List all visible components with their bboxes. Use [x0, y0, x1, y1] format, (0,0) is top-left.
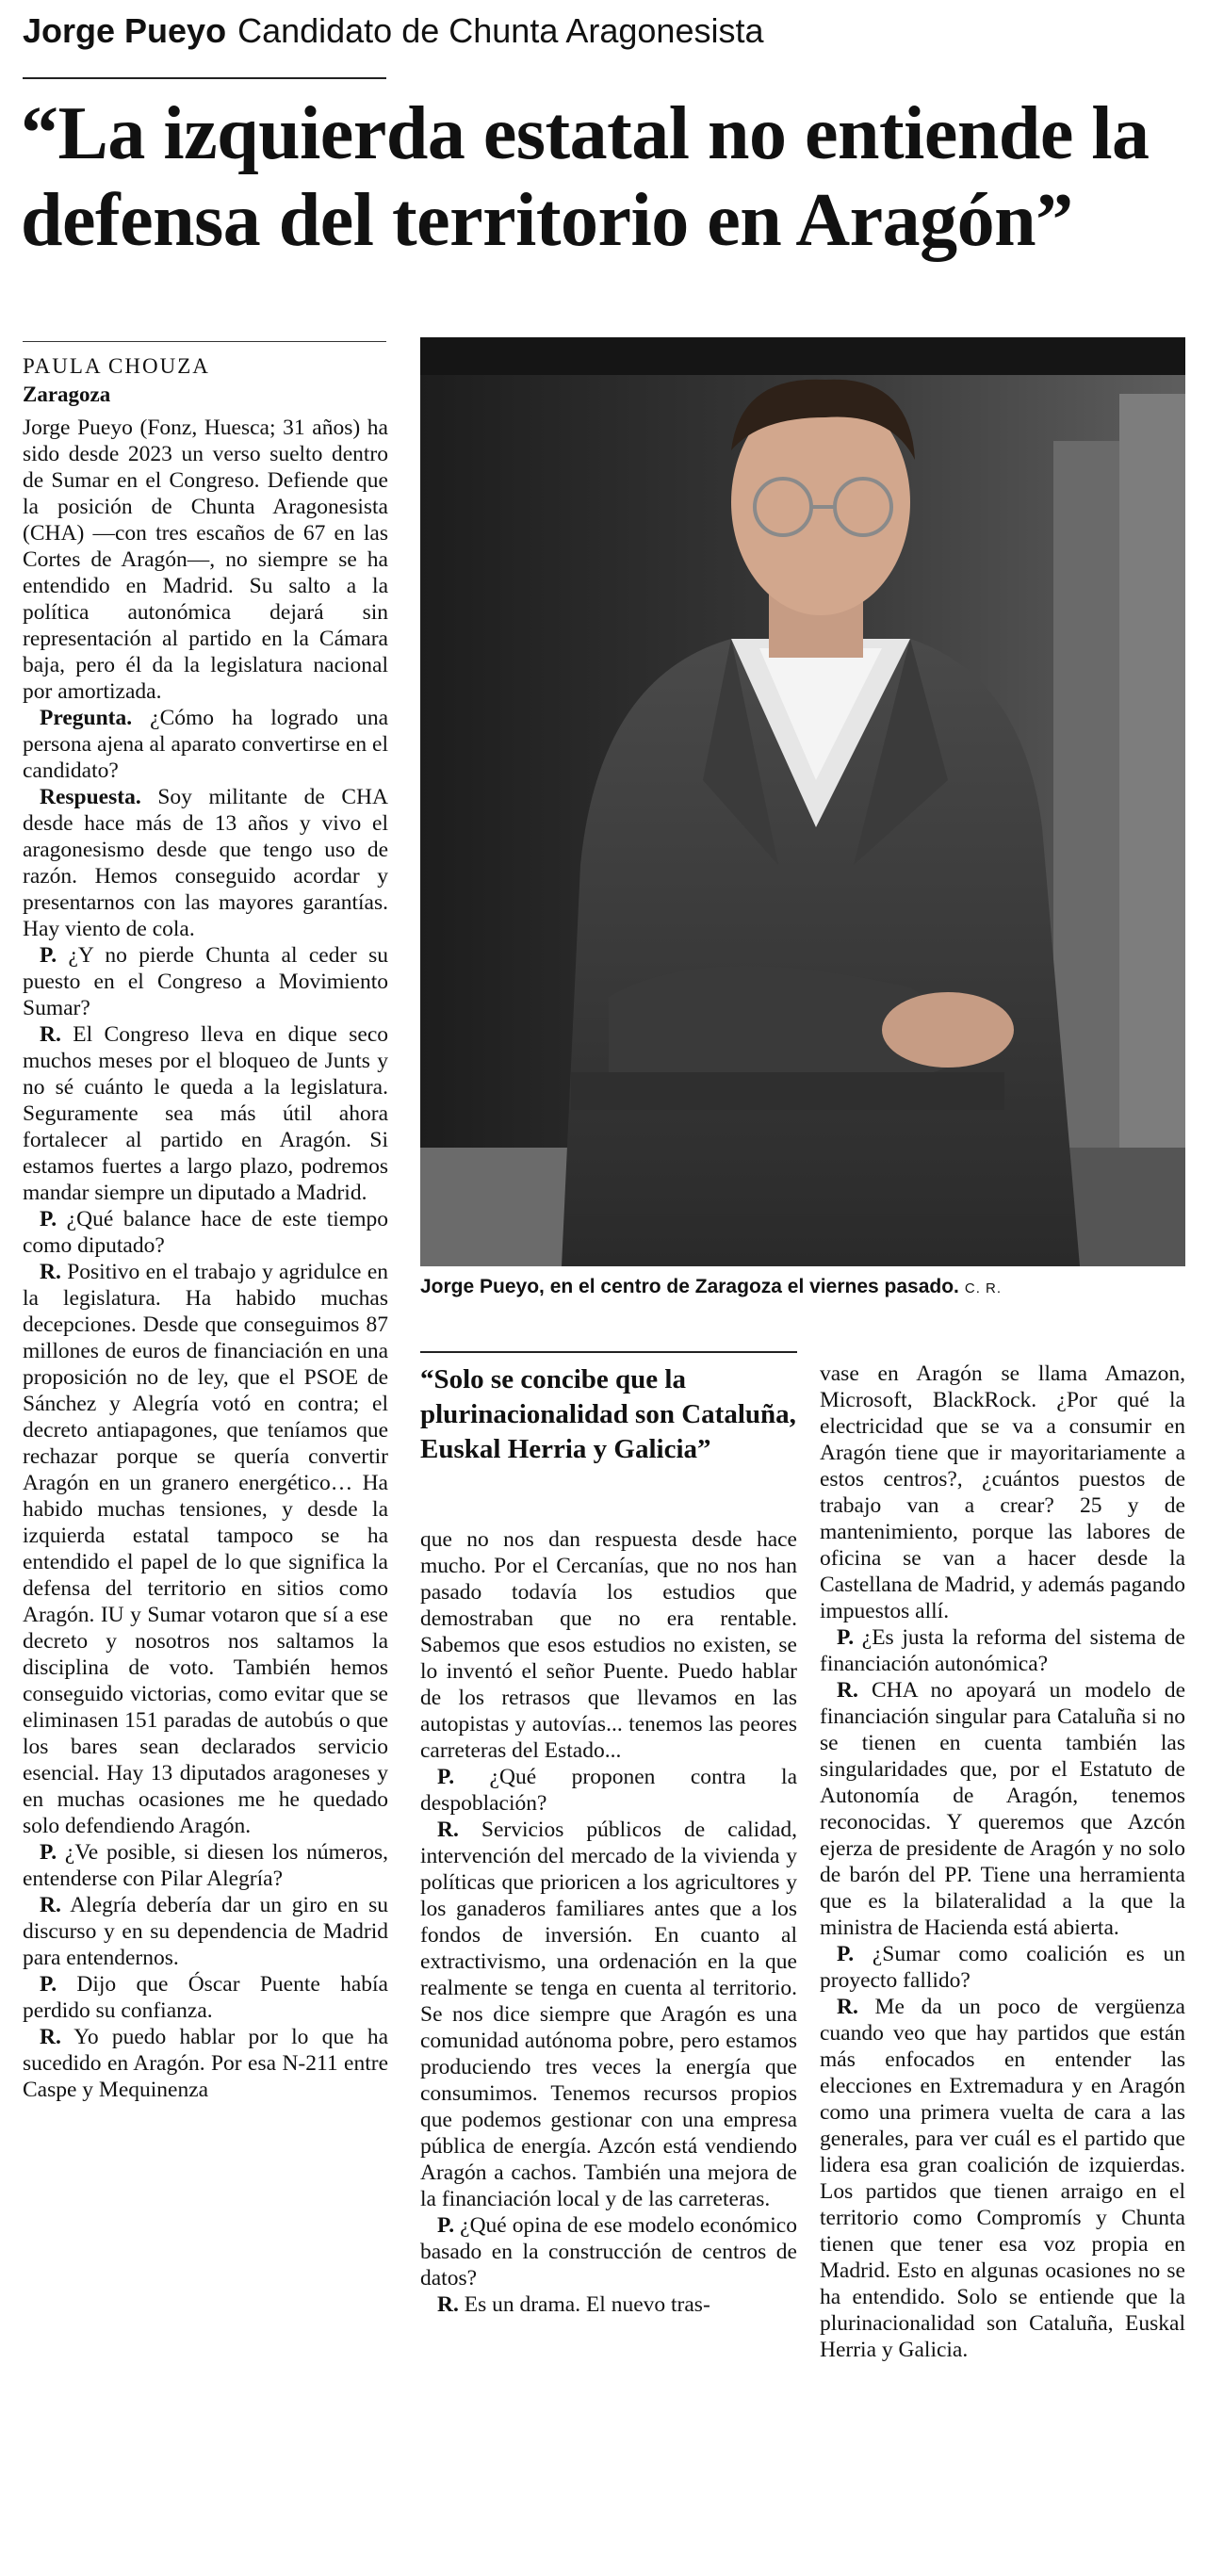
pull-quote-divider	[420, 1351, 797, 1353]
photo-caption	[420, 1276, 1185, 1298]
answer-text: Positivo en el trabajo y agridulce en la legislatura. Ha habido muchas decepciones. Desde que conseguimos 87 millones de euros de financiación en una proposición no de ley, que el PSOE de Sánchez y Alegría votó en contra; el decreto antiapagones, que teníamos que rechazar porque se quería convertir Aragón en un granero energético… Ha habido muchas tensiones, y desde la izquierda estatal tampoco se ha entendido el papel de lo que significa la defensa del territorio en sitios como Aragón. IU y Sumar votaron que sí a ese decreto y nosotros nos saltamos la disciplina de voto. También hemos conseguido victorias, como evitar que se eliminasen 151 paradas de autobús o que los bares sean declarados servicio esencial. Hay 13 diputados aragoneses y en muchas ocasiones me he quedado solo defendiendo Aragón.	[23, 1260, 388, 1838]
question-paragraph	[23, 942, 388, 1021]
continued-paragraph: que no nos dan respuesta desde hace mucho. Por el Cercanías, que no nos han pasado todavía los estudios que demostraban que no era rentable. Sabemos que esos estudios no existen, se lo inventó el señor Puente. Puedo hablar de los retrasos que llevamos en las autopistas y autovías... tenemos las peores carreteras del Estado...	[420, 1527, 797, 1763]
question-text: ¿Qué opina de ese modelo económico basado en la construcción de centros de datos?	[420, 2213, 797, 2291]
question-paragraph	[820, 1941, 1185, 1994]
answer-tag: R.	[40, 1022, 61, 1047]
article-column-3	[820, 1361, 1185, 2363]
answer-text: Es un drama. El nuevo tras-	[458, 2292, 710, 2317]
byline-divider	[23, 341, 386, 342]
answer-tag: R.	[437, 2292, 459, 2317]
answer-paragraph	[23, 784, 388, 942]
answer-paragraph	[23, 1021, 388, 1206]
question-text: ¿Ve posible, si diesen los números, entenderse con Pilar Alegría?	[23, 1840, 388, 1891]
question-tag: Pregunta.	[40, 706, 133, 730]
answer-tag: R.	[837, 1995, 858, 2019]
answer-text: Soy militante de CHA desde hace más de 13 años y vivo el aragonesismo desde que tengo uso de razón. Hemos conseguido acordar y presentarnos con las mayores garantías. Hay viento de cola.	[23, 785, 388, 941]
byline-location: Zaragoza	[23, 383, 111, 406]
interviewee-name: Jorge Pueyo	[23, 11, 227, 50]
question-text: ¿Sumar como coalición es un proyecto fallido?	[820, 1942, 1185, 1993]
question-tag: P.	[40, 1207, 57, 1231]
pull-quote: “Solo se concibe que la plurinacionalidad son Cataluña, Euskal Herria y Galicia”	[420, 1364, 796, 1464]
question-tag: P.	[40, 1972, 57, 1997]
portrait-illustration	[420, 337, 1185, 1266]
question-tag: P.	[40, 943, 57, 968]
answer-text: El Congreso lleva en dique seco muchos meses por el bloqueo de Junts y no sé cuánto le queda a la legislatura. Seguramente sea más útil ahora fortalecer al partido en Aragón. Si estamos fuertes a largo plazo, podremos mandar siempre un diputado a Madrid.	[23, 1022, 388, 1205]
answer-paragraph	[23, 1259, 388, 1839]
question-text: ¿Qué proponen contra la despoblación?	[420, 1765, 797, 1816]
question-text: ¿Y no pierde Chunta al ceder su puesto en el Congreso a Movimiento Sumar?	[23, 943, 388, 1020]
answer-text: Me da un poco de vergüenza cuando veo que hay partidos que están más enfocados en entender las elecciones en Extremadura y en Aragón como una primera vuelta de cara a las generales, para ver cuál es el partido que lidera esa gran coalición de izquierdas. Los partidos que tienen arraigo en el territorio como Compromís y Chunta tienen que tener esa voz propia en Madrid. Esto en algunas ocasiones no se ha entendido. Solo se entiende que la plurinacionalidad son Cataluña, Euskal Herria y Galicia.	[820, 1995, 1185, 2362]
answer-paragraph	[820, 1994, 1185, 2363]
question-text: Dijo que Óscar Puente había perdido su confianza.	[23, 1972, 388, 2023]
answer-paragraph	[420, 2291, 797, 2318]
answer-tag: R.	[40, 1260, 61, 1284]
question-paragraph	[820, 1624, 1185, 1677]
photo-credit: C. R.	[964, 1280, 1003, 1296]
answer-tag: R.	[837, 1678, 858, 1703]
question-paragraph	[420, 1764, 797, 1817]
intro-paragraph: Jorge Pueyo (Fonz, Huesca; 31 años) ha sido desde 2023 un verso suelto dentro de Sumar en el Congreso. Defiende que la posición de Chunta Aragonesista (CHA) —con tres escaños de 67 en las Cortes de Aragón—, no siempre se ha entendido en Madrid. Su salto a la política autonómica dejará sin representación al partido en la Cámara baja, pero él da la legislatura nacional por amortizada.	[23, 416, 388, 704]
answer-text: CHA no apoyará un modelo de financiación singular para Cataluña si no se tienen en cuenta también las singularidades que, por el Estatuto de Autonomía de Aragón, tenemos reconocidas. Y queremos que Azcón ejerza de presidente de Aragón y no solo de barón del PP. Tiene una herramienta que es la bilateralidad a la que la ministra de Hacienda está abierta.	[820, 1678, 1185, 1940]
kicker	[23, 11, 1182, 51]
answer-text: Servicios públicos de calidad, intervención del mercado de la vivienda y políticas que prioricen a los agricultores y los ganaderos familiares antes que a los fondos de inversión. En cuanto al extractivismo, una ordenación en la que realmente se tenga en cuenta al territorio. Se nos dice siempre que Aragón es una comunidad autónoma pobre, pero estamos produciendo tres veces la energía que consumimos. Tenemos recursos propios que podemos gestionar con una empresa pública de energía. Azcón está vendiendo Aragón a cachos. También una mejora de la financiación local y de las carreteras.	[420, 1818, 797, 2211]
question-tag: P.	[837, 1625, 855, 1650]
question-text: ¿Qué balance hace de este tiempo como diputado?	[23, 1207, 388, 1258]
article-column-2	[420, 1526, 797, 2318]
answer-tag: R.	[40, 1893, 61, 1917]
interviewee-role: Candidato de Chunta Aragonesista	[237, 11, 764, 50]
question-paragraph	[420, 2212, 797, 2291]
question-paragraph	[23, 1839, 388, 1892]
answer-text: Alegría debería dar un giro en su discurso y en su dependencia de Madrid para entendernos.	[23, 1893, 388, 1970]
question-tag: P.	[837, 1942, 855, 1966]
answer-text: Yo puedo hablar por lo que ha sucedido en Aragón. Por esa N-211 entre Caspe y Mequinenza	[23, 2025, 388, 2102]
answer-tag: Respuesta.	[40, 785, 141, 809]
answer-paragraph	[420, 1817, 797, 2212]
answer-tag: R.	[437, 1818, 459, 1842]
photo-caption-text: Jorge Pueyo, en el centro de Zaragoza el viernes pasado.	[420, 1276, 959, 1297]
question-tag: P.	[437, 2213, 455, 2238]
question-text: ¿Cómo ha logrado una persona ajena al aparato convertirse en el candidato?	[23, 706, 388, 783]
answer-tag: R.	[40, 2025, 61, 2049]
question-tag: P.	[40, 1840, 57, 1865]
question-text: ¿Es justa la reforma del sistema de financiación autonómica?	[820, 1625, 1185, 1676]
portrait-photo	[420, 337, 1185, 1266]
question-paragraph	[23, 1206, 388, 1259]
article-column-1	[23, 415, 388, 2103]
answer-paragraph	[23, 1892, 388, 1971]
answer-paragraph	[23, 2024, 388, 2103]
question-tag: P.	[437, 1765, 455, 1789]
answer-paragraph	[820, 1677, 1185, 1941]
question-paragraph	[23, 705, 388, 784]
kicker-divider	[23, 77, 386, 79]
headline: “La izquierda estatal no entiende la defensa del territorio en Aragón”	[21, 92, 1150, 262]
byline-author: PAULA CHOUZA	[23, 354, 210, 378]
question-paragraph	[23, 1971, 388, 2024]
continued-paragraph: vase en Aragón se llama Amazon, Microsoft, BlackRock. ¿Por qué la electricidad que se va a consumir en Aragón tiene que ir mayoritariamente a estos centros?, ¿cuántos puestos de trabajo van a crear? 25 y de mantenimiento, porque las labores de oficina se van a hacer desde la Castellana de Madrid, y además pagando impuestos allí.	[820, 1361, 1185, 1623]
